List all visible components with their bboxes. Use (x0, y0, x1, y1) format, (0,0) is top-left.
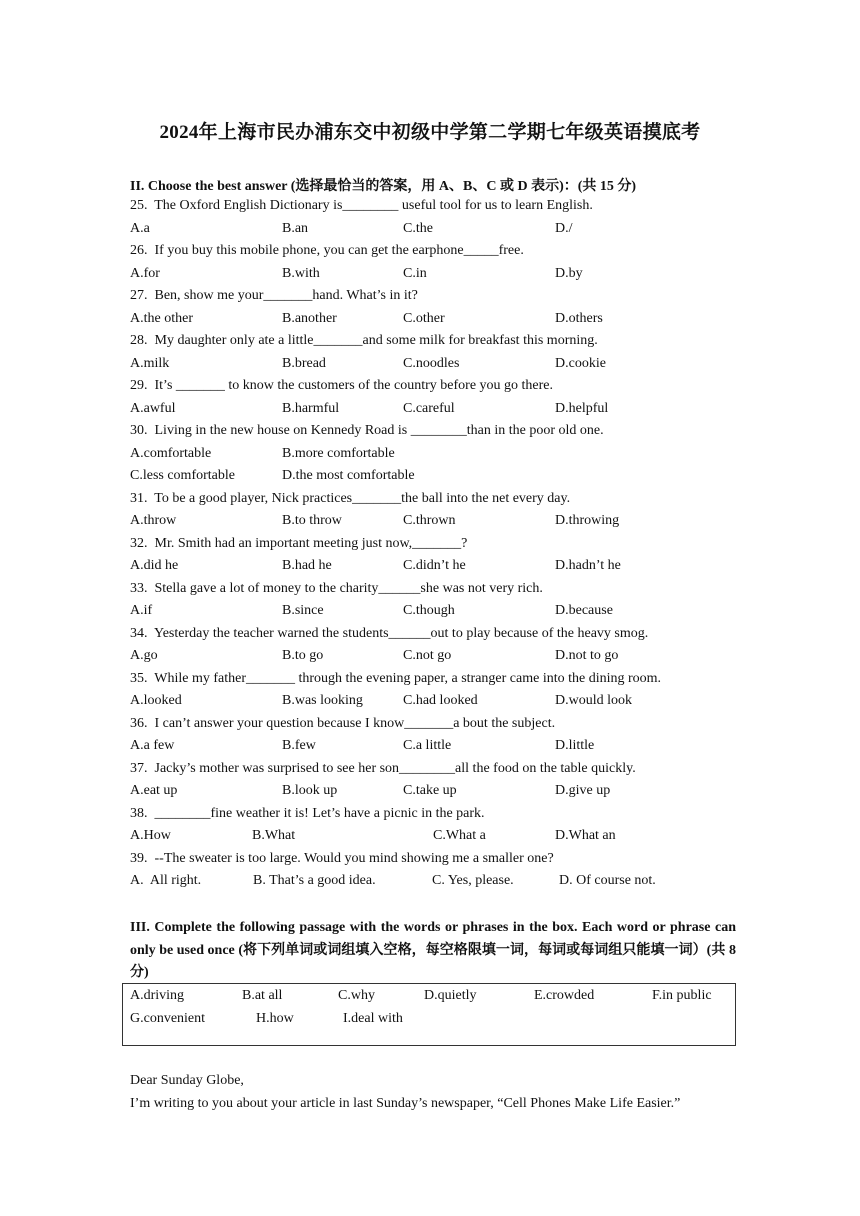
option-a: A.did he (130, 558, 179, 573)
question-stem: 36. I can’t answer your question because I know_______a bout the subject. (130, 715, 556, 731)
option-c: C. Yes, please. (432, 873, 514, 888)
option-c: C.less comfortable (130, 468, 235, 483)
option-row (130, 558, 750, 576)
option-d: D.give up (555, 783, 611, 798)
letter-first-line: I’m writing to you about your article in last Sunday’s newspaper, “Cell Phones Make Life Easier.” (130, 1096, 681, 1111)
option-row (130, 446, 750, 464)
option-a: A.looked (130, 693, 182, 708)
word-box-item: C.why (338, 988, 375, 1003)
option-a: A. All right. (130, 873, 202, 888)
word-box-item: A.driving (130, 988, 185, 1003)
exam-title: 2024年上海市民办浦东交中初级中学第二学期七年级英语摸底考 (159, 122, 701, 143)
question-stem: 37. Jacky’s mother was surprised to see her son________all the food on the table quickly. (130, 760, 636, 776)
option-a: A.a (130, 220, 150, 236)
option-row (130, 648, 750, 666)
option-a: A.awful (130, 400, 176, 416)
option-row (130, 266, 750, 284)
option-row (130, 693, 750, 711)
option-d: D.by (555, 265, 583, 281)
option-a: A.throw (130, 513, 177, 528)
option-row (130, 468, 750, 486)
option-d: D.because (555, 603, 613, 618)
option-row (130, 783, 750, 801)
option-row (130, 356, 750, 374)
option-row (130, 828, 750, 846)
option-row (130, 513, 750, 531)
option-row (130, 738, 750, 756)
option-b: B.bread (282, 355, 326, 371)
question-stem: 27. Ben, show me your_______hand. What’s in it? (130, 288, 418, 303)
option-d: D. Of course not. (559, 873, 656, 888)
option-a: A.for (130, 265, 160, 281)
option-d: D.not to go (555, 648, 619, 663)
option-b: B.few (282, 738, 316, 753)
option-d: D.hadn’t he (555, 558, 621, 573)
option-b: B.to throw (282, 513, 342, 528)
option-c: C.not go (403, 648, 452, 663)
option-b: B.was looking (282, 693, 363, 708)
section-3-heading: III. Complete the following passage with the words or phrases in the box. Each word or phrase can only be used once (将下列单词或词组填入空格，每空格限填一词，每词或每词组只能填一词）(共 8 分) (130, 920, 736, 980)
word-box-item: H.how (256, 1011, 294, 1026)
option-d: D./ (555, 220, 573, 236)
option-b: B.had he (282, 558, 332, 573)
question-stem: 35. While my father_______ through the evening paper, a stranger came into the dining room. (130, 670, 662, 686)
word-box-item: E.crowded (534, 988, 595, 1003)
question-stem: 38. ________fine weather it is! Let’s have a picnic in the park. (130, 805, 485, 821)
question-stem: 32. Mr. Smith had an important meeting just now,_______? (130, 535, 468, 551)
option-a: A.a few (130, 738, 175, 753)
option-c: C.careful (403, 400, 455, 416)
word-box-item: G.convenient (130, 1011, 206, 1026)
question-stem: 31. To be a good player, Nick practices_______the ball into the net every day. (130, 490, 571, 506)
question-stem: 39. --The sweater is too large. Would you mind showing me a smaller one? (130, 850, 554, 866)
option-row (130, 603, 750, 621)
letter-salutation: Dear Sunday Globe, (130, 1073, 244, 1088)
section-2-heading: II. Choose the best answer (选择最恰当的答案，用 A、B、C 或 D 表示)：(共 15 分) (130, 179, 637, 194)
option-c: C.noodles (403, 355, 460, 371)
option-c: C.had looked (403, 693, 478, 708)
word-box-item: B.at all (242, 988, 283, 1003)
option-b: B.more comfortable (282, 445, 395, 461)
option-a: A.How (130, 828, 171, 843)
option-d: D.little (555, 738, 595, 753)
option-row (130, 401, 750, 419)
option-d: D.would look (555, 693, 632, 708)
option-c: C.in (403, 265, 427, 281)
option-b: B.with (282, 265, 320, 281)
question-stem: 25. The Oxford English Dictionary is________ useful tool for us to learn English. (130, 198, 593, 213)
word-box-item: I.deal with (343, 1011, 403, 1026)
option-c: C.a little (403, 738, 452, 753)
option-a: A.the other (130, 310, 193, 326)
question-stem: 34. Yesterday the teacher warned the students______out to play because of the heavy smog. (130, 625, 649, 641)
option-b: B.harmful (282, 400, 340, 416)
option-c: C.though (403, 603, 455, 618)
option-c: C.What a (433, 828, 486, 843)
option-b: B. That’s a good idea. (253, 873, 376, 888)
option-d: D.others (555, 310, 603, 326)
option-a: A.milk (130, 355, 170, 371)
question-stem: 26. If you buy this mobile phone, you can get the earphone_____free. (130, 243, 524, 258)
option-c: C.the (403, 220, 433, 236)
option-c: C.take up (403, 783, 457, 798)
option-b: B.another (282, 310, 337, 326)
option-row (130, 873, 750, 891)
word-box-item: F.in public (652, 988, 712, 1003)
option-b: B.to go (282, 648, 324, 663)
option-a: A.go (130, 648, 158, 663)
option-a: A.if (130, 603, 153, 618)
option-d: D.What an (555, 828, 616, 843)
option-c: C.other (403, 310, 445, 326)
question-stem: 28. My daughter only ate a little_______and some milk for breakfast this morning. (130, 333, 598, 348)
option-b: B.look up (282, 783, 338, 798)
option-d: D.the most comfortable (282, 468, 415, 483)
option-b: B.since (282, 603, 324, 618)
question-stem: 29. It’s _______ to know the customers of the country before you go there. (130, 378, 554, 393)
option-row (130, 221, 750, 239)
option-a: A.eat up (130, 783, 178, 798)
word-box-item: D.quietly (424, 988, 477, 1003)
option-d: D.throwing (555, 513, 620, 528)
option-d: D.cookie (555, 355, 606, 371)
word-box (122, 983, 736, 1046)
option-c: C.thrown (403, 513, 456, 528)
question-stem: 30. Living in the new house on Kennedy Road is ________than in the poor old one. (130, 423, 604, 438)
option-b: B.What (252, 828, 296, 843)
question-stem: 33. Stella gave a lot of money to the charity______she was not very rich. (130, 580, 543, 596)
option-c: C.didn’t he (403, 558, 466, 573)
option-d: D.helpful (555, 400, 609, 416)
option-a: A.comfortable (130, 445, 212, 461)
option-b: B.an (282, 220, 309, 236)
option-row (130, 311, 750, 329)
